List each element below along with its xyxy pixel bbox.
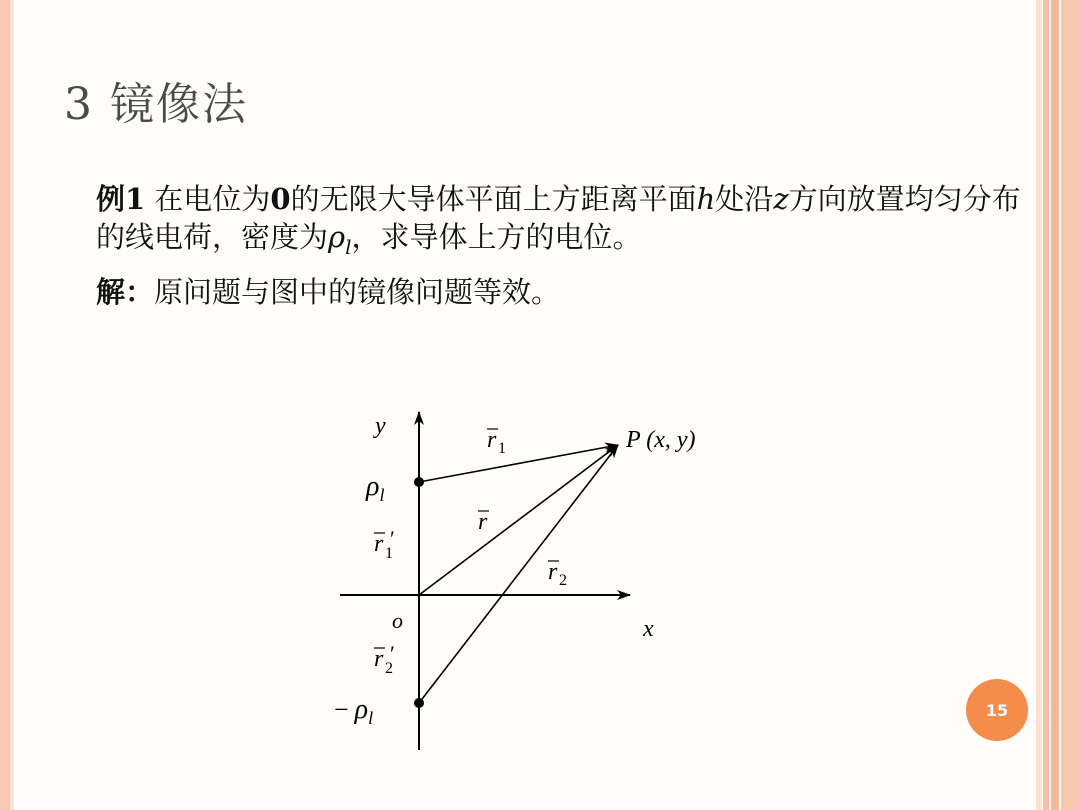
- r2-label: [548, 559, 567, 589]
- r1-subscript: 1: [498, 440, 506, 457]
- example-label: 例1: [96, 182, 146, 216]
- neg-rho-l-label: [334, 694, 373, 728]
- y-axis-label: y: [375, 413, 386, 439]
- neg-rho-subscript: l: [368, 708, 374, 728]
- rho-symbol: ρ: [328, 220, 346, 254]
- rho-l-label: [365, 471, 384, 505]
- r1-letter: r: [487, 427, 497, 453]
- r2-vector: [419, 445, 618, 703]
- r1-label: [487, 427, 506, 457]
- point-p-label: P (x, y): [626, 427, 696, 453]
- r1-prime-letter: r: [374, 531, 384, 557]
- rho-subscript: l: [345, 234, 352, 259]
- example-paragraph: [96, 180, 1026, 266]
- r2-prime-mark: ′: [390, 641, 395, 666]
- right-border-stripe-4: [1061, 0, 1080, 810]
- rho-l-subscript: l: [379, 485, 385, 505]
- solution-text: 原问题与图中的镜像问题等效。: [154, 275, 561, 309]
- r2-subscript: 2: [559, 572, 567, 589]
- neg-rho-symbol: ρ: [354, 694, 369, 725]
- example-text-a: 在电位为: [145, 182, 271, 216]
- slide-title: 3 镜像法: [64, 79, 248, 130]
- image-method-diagram: [330, 400, 750, 760]
- right-border-stripe-1: [1036, 0, 1042, 810]
- example-text-e: ，求导体上方的电位。: [351, 220, 642, 254]
- right-border-stripe-2: [1043, 0, 1049, 810]
- rho-l-symbol: ρ: [366, 471, 380, 502]
- example-zero: 0: [270, 182, 291, 216]
- right-border-stripe-3: [1051, 0, 1059, 810]
- var-h: h: [696, 182, 716, 216]
- r2-prime-label: [374, 641, 395, 677]
- line-charge-dot: [414, 477, 424, 487]
- image-charge-dot: [414, 698, 424, 708]
- r-vector: [419, 445, 618, 595]
- left-border-band-light: [10, 0, 14, 810]
- r1-prime-mark: ′: [390, 526, 395, 551]
- var-z: z: [773, 182, 789, 216]
- page-number-badge: 15: [966, 679, 1028, 741]
- r2-letter: r: [548, 559, 558, 585]
- solution-paragraph: [96, 273, 1026, 311]
- r-letter: r: [478, 509, 488, 535]
- example-text-c: 处沿: [715, 182, 774, 216]
- r2-prime-letter: r: [374, 646, 384, 672]
- neg-sign: −: [334, 695, 349, 724]
- r1-prime-subscript: 1: [385, 545, 393, 562]
- r2-prime-subscript: 2: [385, 660, 393, 677]
- r1-vector: [419, 445, 618, 482]
- left-border-band: [0, 0, 10, 810]
- example-text-d: 方向放置均匀分布的线电荷，密度为: [96, 182, 1021, 254]
- solution-label: 解：: [96, 275, 155, 309]
- r-label: [478, 509, 489, 535]
- origin-label: o: [392, 608, 403, 633]
- x-axis-label: x: [643, 616, 654, 642]
- example-text-b: 的无限大导体平面上方距离平面: [290, 182, 697, 216]
- r1-prime-label: [374, 526, 395, 562]
